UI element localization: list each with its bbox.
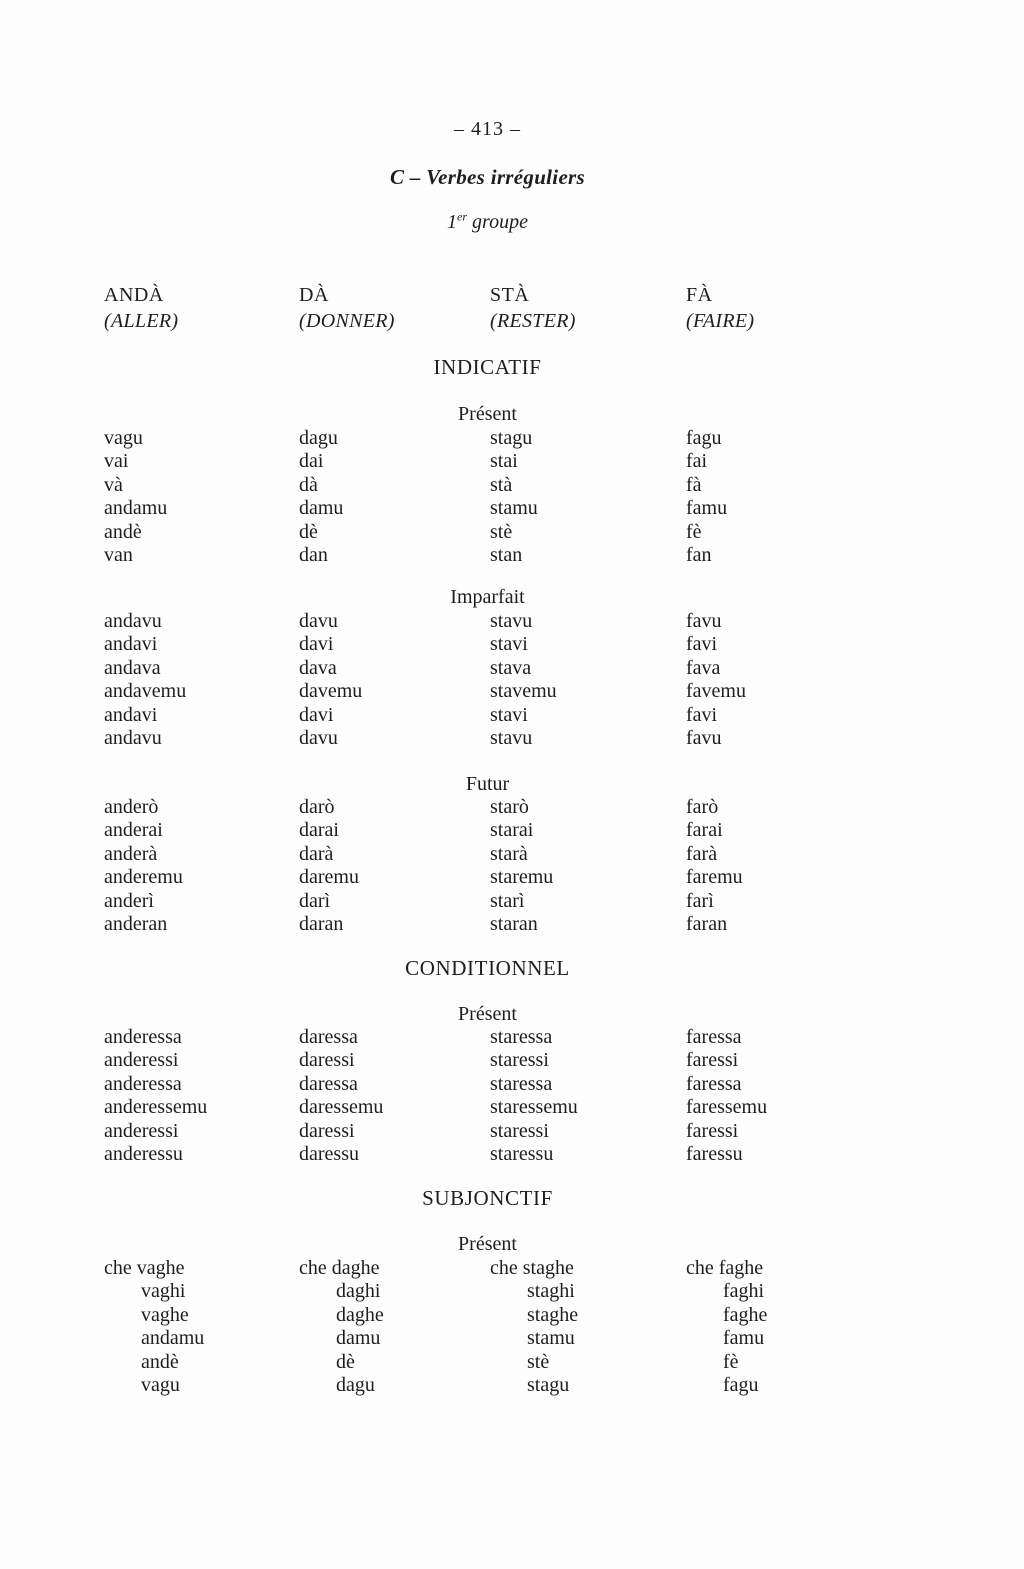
conjugation-cell: van [104,543,133,566]
conjugation-cell: andè [141,1350,179,1373]
conjugation-cell: stavu [490,726,533,749]
conjugation-cell: staressu [490,1142,554,1165]
conjugation-cell: favi [686,633,718,656]
conjugation-cell: anderessi [104,1119,179,1142]
verb-name: FÀ [686,284,713,306]
conjugation-cell: dai [299,450,324,473]
conjugation-grid [104,1257,964,1397]
group-word: groupe [472,211,528,233]
conjugation-cell: faressu [686,1142,743,1165]
conjugation-cell: daressi [299,1049,355,1072]
conjugation-cell: vai [104,450,129,473]
conjugation-cell: daressu [299,1142,359,1165]
conjugation-cell: andavu [104,726,162,749]
conjugation-cell: damu [336,1327,381,1350]
conjugation-cell: anderà [104,842,158,865]
conjugation-cell: andavemu [104,680,187,703]
conjugation-cell: staran [490,912,538,935]
conjugation-cell: famu [723,1327,765,1350]
conjugation-cell: faressa [686,1026,742,1048]
conjugation-cell: stavi [490,633,528,656]
conjugation-cell: andamu [104,497,168,520]
tense-heading: Présent [458,1233,517,1255]
conjugation-cell: davi [299,633,334,656]
conjugation-cell: fè [686,520,702,543]
verb-translation: (FAIRE) [686,310,755,332]
conjugation-cell: favu [686,610,722,632]
group-ordinal: er [457,209,468,224]
conjugation-cell: faressi [686,1119,739,1142]
conjugation-cell: andè [104,520,142,543]
conjugation-cell: fan [686,543,712,566]
conjugation-cell: che faghe [686,1257,764,1279]
conjugation-cell: staressi [490,1119,549,1142]
conjugation-cell: daghi [336,1280,381,1303]
conjugation-cell: anderessa [104,1072,182,1095]
verb-translation: (DONNER) [299,310,395,332]
conjugation-cell: daremu [299,866,359,889]
conjugation-cell: favemu [686,680,746,703]
conjugation-cell: dagu [336,1373,375,1396]
conjugation-cell: vagu [141,1373,180,1396]
conjugation-cell: faressi [686,1049,739,1072]
tense-heading: Futur [465,773,510,795]
conjugation-cell: andava [104,656,161,679]
conjugation-cell: davemu [299,680,363,703]
conjugation-cell: davu [299,610,338,632]
conjugation-cell: che staghe [490,1257,574,1279]
tense-heading: Présent [458,403,517,425]
verb-translation: (RESTER) [490,310,576,332]
conjugation-cell: faremu [686,866,743,889]
verb-column-header-anda [104,284,299,333]
conjugation-cell: stamu [527,1327,575,1350]
conjugation-cell: stà [490,473,513,496]
conjugation-cell: faressa [686,1072,742,1095]
conjugation-cell: dagu [299,427,338,449]
conjugation-cell: vagu [104,427,143,449]
conjugation-cell: staressa [490,1026,553,1048]
conjugation-cell: darà [299,842,334,865]
conjugation-cell: stavi [490,703,528,726]
conjugation-cell: anderì [104,889,154,912]
conjugation-cell: andavu [104,610,162,632]
conjugation-cell: andavi [104,703,158,726]
conjugation-cell: farai [686,819,723,842]
conjugation-cell: staremu [490,866,554,889]
conjugation-grid [104,796,964,936]
conjugation-cell: faghe [723,1303,768,1326]
conjugation-cell: fà [686,473,702,496]
group-subtitle [0,211,975,234]
conjugation-cell: dan [299,543,328,566]
conjugation-cell: staghi [527,1280,575,1303]
conjugation-cell: vaghi [141,1280,186,1303]
conjugation-cell: stai [490,450,518,473]
verb-name: DÀ [299,284,329,306]
conjugation-cell: anderemu [104,866,183,889]
verb-name: STÀ [490,284,530,306]
verb-column-header-sta [490,284,686,333]
conjugation-cell: faran [686,912,728,935]
group-number: 1 [447,211,458,233]
conjugation-cell: vaghe [141,1303,189,1326]
conjugation-cell: damu [299,497,344,520]
conjugation-cell: daressemu [299,1096,384,1119]
conjugation-cell: favu [686,726,722,749]
conjugation-cell: daressa [299,1072,358,1095]
conjugation-grid [104,1026,964,1166]
conjugation-cell: davi [299,703,334,726]
conjugation-cell: stavemu [490,680,557,703]
conjugation-cell: andamu [141,1327,205,1350]
conjugation-cell: anderessemu [104,1096,208,1119]
conjugation-cell: che vaghe [104,1257,185,1279]
conjugation-cell: staressi [490,1049,549,1072]
conjugation-cell: anderessu [104,1142,183,1165]
conjugation-cell: farò [686,796,719,818]
verb-translation: (ALLER) [104,310,179,332]
conjugation-cell: faghi [723,1280,765,1303]
conjugation-cell: darì [299,889,331,912]
conjugation-cell: stava [490,656,532,679]
conjugation-cell: stagu [490,427,533,449]
conjugation-cell: daran [299,912,344,935]
conjugation-cell: stamu [490,497,538,520]
verb-header-row [104,284,964,333]
conjugation-cell: davu [299,726,338,749]
conjugation-cell: staressemu [490,1096,578,1119]
verb-column-header-da [299,284,490,333]
conjugation-cell: stavu [490,610,533,632]
conjugation-cell: fai [686,450,708,473]
conjugation-cell: stè [527,1350,550,1373]
conjugation-cell: staressa [490,1072,553,1095]
conjugation-cell: anderessi [104,1049,179,1072]
conjugation-cell: starà [490,842,528,865]
conjugation-cell: faressemu [686,1096,768,1119]
conjugation-cell: darò [299,796,335,818]
conjugation-cell: anderessa [104,1026,182,1048]
conjugation-cell: fava [686,656,721,679]
conjugation-cell: dè [336,1350,355,1373]
conjugation-cell: fagu [723,1373,759,1396]
conjugation-cell: daressa [299,1026,358,1048]
tense-heading: Imparfait [450,586,525,608]
conjugation-cell: dà [299,473,318,496]
conjugation-cell: starò [490,796,529,818]
conjugation-cell: farì [686,889,714,912]
conjugation-cell: anderò [104,796,159,818]
conjugation-cell: và [104,473,123,496]
verb-column-header-fa [686,284,964,333]
conjugation-grid [104,610,964,750]
mood-heading: CONDITIONNEL [405,956,570,980]
tense-heading: Présent [458,1003,517,1025]
conjugation-cell: famu [686,497,728,520]
conjugation-cell: favi [686,703,718,726]
conjugation-cell: fè [723,1350,739,1373]
conjugation-cell: staghe [527,1303,579,1326]
conjugation-cell: darai [299,819,339,842]
conjugation-cell: starì [490,889,525,912]
conjugation-cell: anderai [104,819,163,842]
page-title: C – Verbes irréguliers [389,165,586,189]
conjugation-cell: daressi [299,1119,355,1142]
conjugation-grid [104,427,964,567]
conjugation-cell: fagu [686,427,722,449]
mood-heading: SUBJONCTIF [422,1186,553,1210]
conjugation-cell: che daghe [299,1257,380,1279]
verb-name: ANDÀ [104,284,164,306]
conjugation-cell: stagu [527,1373,570,1396]
conjugation-cell: stan [490,543,523,566]
conjugation-cell: starai [490,819,534,842]
page-number: – 413 – [454,118,521,140]
conjugation-cell: daghe [336,1303,384,1326]
conjugation-cell: dè [299,520,318,543]
conjugation-cell: dava [299,656,337,679]
conjugation-cell: andavi [104,633,158,656]
conjugation-cell: anderan [104,912,168,935]
conjugation-cell: farà [686,842,718,865]
conjugation-cell: stè [490,520,513,543]
mood-heading: INDICATIF [433,355,542,379]
